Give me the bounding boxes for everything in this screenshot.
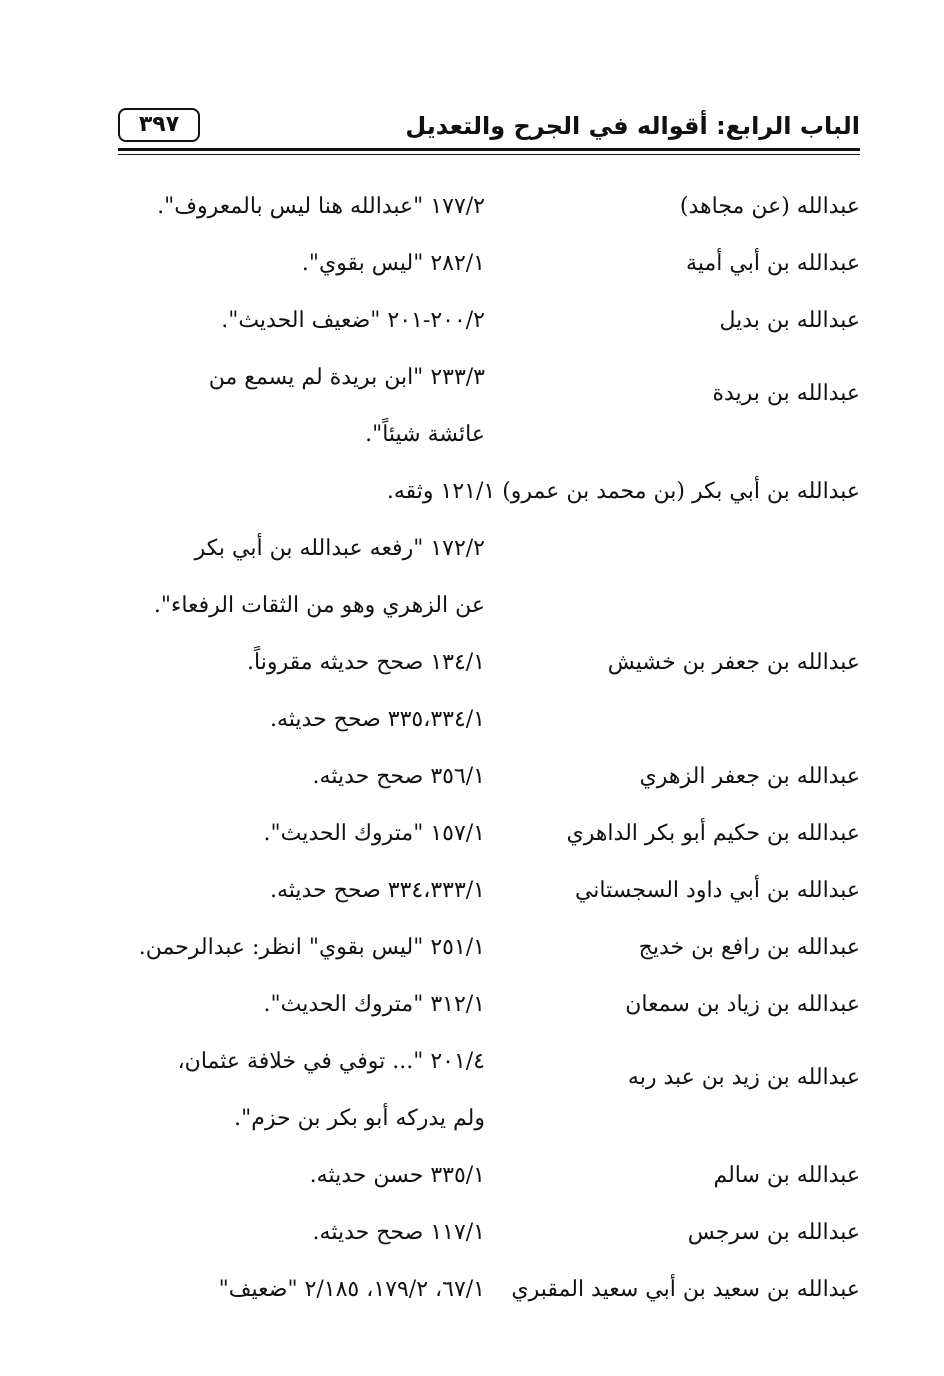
index-entry <box>104 805 860 862</box>
index-entry <box>104 1261 860 1318</box>
index-entry <box>104 634 860 691</box>
reference-line: ٦٧/١، ١٧٩/٢، ٢/١٨٥ "ضعيف" <box>218 1277 485 1302</box>
narrator-name: عبدالله بن أبي أمية <box>686 251 860 276</box>
narrator-name: عبدالله بن رافع بن خديج <box>638 935 860 960</box>
reference-line: ١٣٤/١ صحح حديثه مقروناً. <box>247 650 485 675</box>
narrator-name: عبدالله بن جعفر الزهري <box>639 764 860 789</box>
reference-line: ٣٣٥،٣٣٤/١ صحح حديثه. <box>269 707 485 732</box>
reference-text <box>104 634 485 691</box>
reference-text <box>104 748 485 805</box>
header-rule-thick <box>118 148 860 151</box>
reference-line: عن الزهري وهو من الثقات الرفعاء". <box>153 593 485 618</box>
index-entry <box>104 235 860 292</box>
reference-line: ١٥٧/١ "متروك الحديث". <box>263 821 485 846</box>
index-entry <box>104 178 860 235</box>
index-entry <box>104 976 860 1033</box>
narrator-name: عبدالله بن زياد بن سمعان <box>625 992 860 1017</box>
reference-text <box>104 349 485 463</box>
narrator-name: عبدالله بن سرجس <box>687 1220 860 1245</box>
reference-text <box>104 292 485 349</box>
reference-line: ٢٣٣/٣ "ابن بريدة لم يسمع من <box>208 365 485 390</box>
index-entry <box>104 520 860 634</box>
narrator-name: عبدالله (عن مجاهد) <box>679 194 860 219</box>
narrator-name: عبدالله بن سالم <box>713 1163 860 1188</box>
index-entry <box>104 463 860 520</box>
index-entry <box>104 862 860 919</box>
index-entry <box>104 349 860 463</box>
page-number: ٣٩٧ <box>118 108 200 142</box>
reference-line: ٣١٢/١ "متروك الحديث". <box>263 992 485 1017</box>
narrator-name: عبدالله بن زيد بن عبد ربه <box>627 1065 860 1090</box>
reference-line: ١١٧/١ صحح حديثه. <box>312 1220 485 1245</box>
chapter-title: الباب الرابع: أقواله في الجرح والتعديل <box>405 112 860 140</box>
reference-text <box>104 862 485 919</box>
narrator-name: عبدالله بن بديل <box>719 308 860 333</box>
reference-line: ٣٥٦/١ صحح حديثه. <box>312 764 485 789</box>
narrator-name: عبدالله بن سعيد بن أبي سعيد المقبري <box>511 1277 860 1302</box>
index-entry <box>104 1204 860 1261</box>
reference-line: ٢٠١/٤ "... توفي في خلافة عثمان، <box>177 1049 485 1074</box>
narrator-name: عبدالله بن حكيم أبو بكر الداهري <box>566 821 860 846</box>
reference-line: ٣٣٤،٣٣٣/١ صحح حديثه. <box>269 878 485 903</box>
index-entry <box>104 1147 860 1204</box>
header-rule-thin <box>118 154 860 155</box>
reference-text <box>104 1147 485 1204</box>
index-entry <box>104 919 860 976</box>
reference-text <box>104 805 485 862</box>
narrator-name <box>485 520 860 536</box>
narrator-name: عبدالله بن أبي بكر (بن محمد بن عمرو) ١٢١/١ وثقه. <box>386 479 860 504</box>
reference-line: ١٧٢/٢ "رفعه عبدالله بن أبي بكر <box>194 536 485 561</box>
reference-line: ٢٨٢/١ "ليس بقوي". <box>301 251 485 276</box>
reference-line: ٣٣٥/١ حسن حديثه. <box>309 1163 485 1188</box>
reference-line: ٢٠٠/٢-٢٠١ "ضعيف الحديث". <box>221 308 485 333</box>
reference-text <box>104 178 485 235</box>
reference-text <box>104 1033 485 1147</box>
reference-text <box>104 520 485 634</box>
index-entry <box>104 691 860 748</box>
reference-line: ولم يدركه أبو بكر بن حزم". <box>234 1106 485 1131</box>
reference-text <box>104 919 485 976</box>
narrator-name: عبدالله بن أبي داود السجستاني <box>574 878 860 903</box>
reference-text <box>104 1204 485 1261</box>
narrator-name: عبدالله بن جعفر بن خشيش <box>607 650 860 675</box>
index-entry <box>104 292 860 349</box>
reference-line: عائشة شيئاً". <box>365 422 485 447</box>
reference-text <box>104 976 485 1033</box>
page-header <box>118 108 860 150</box>
reference-line: ٢٥١/١ "ليس بقوي" انظر: عبدالرحمن. <box>138 935 485 960</box>
reference-line: ١٧٧/٢ "عبدالله هنا ليس بالمعروف". <box>157 194 485 219</box>
reference-text <box>104 691 485 748</box>
narrator-index <box>104 178 860 1318</box>
index-entry <box>104 748 860 805</box>
index-entry <box>104 1033 860 1147</box>
narrator-name: عبدالله بن بريدة <box>712 381 860 406</box>
reference-text <box>104 1261 485 1318</box>
reference-text <box>104 235 485 292</box>
